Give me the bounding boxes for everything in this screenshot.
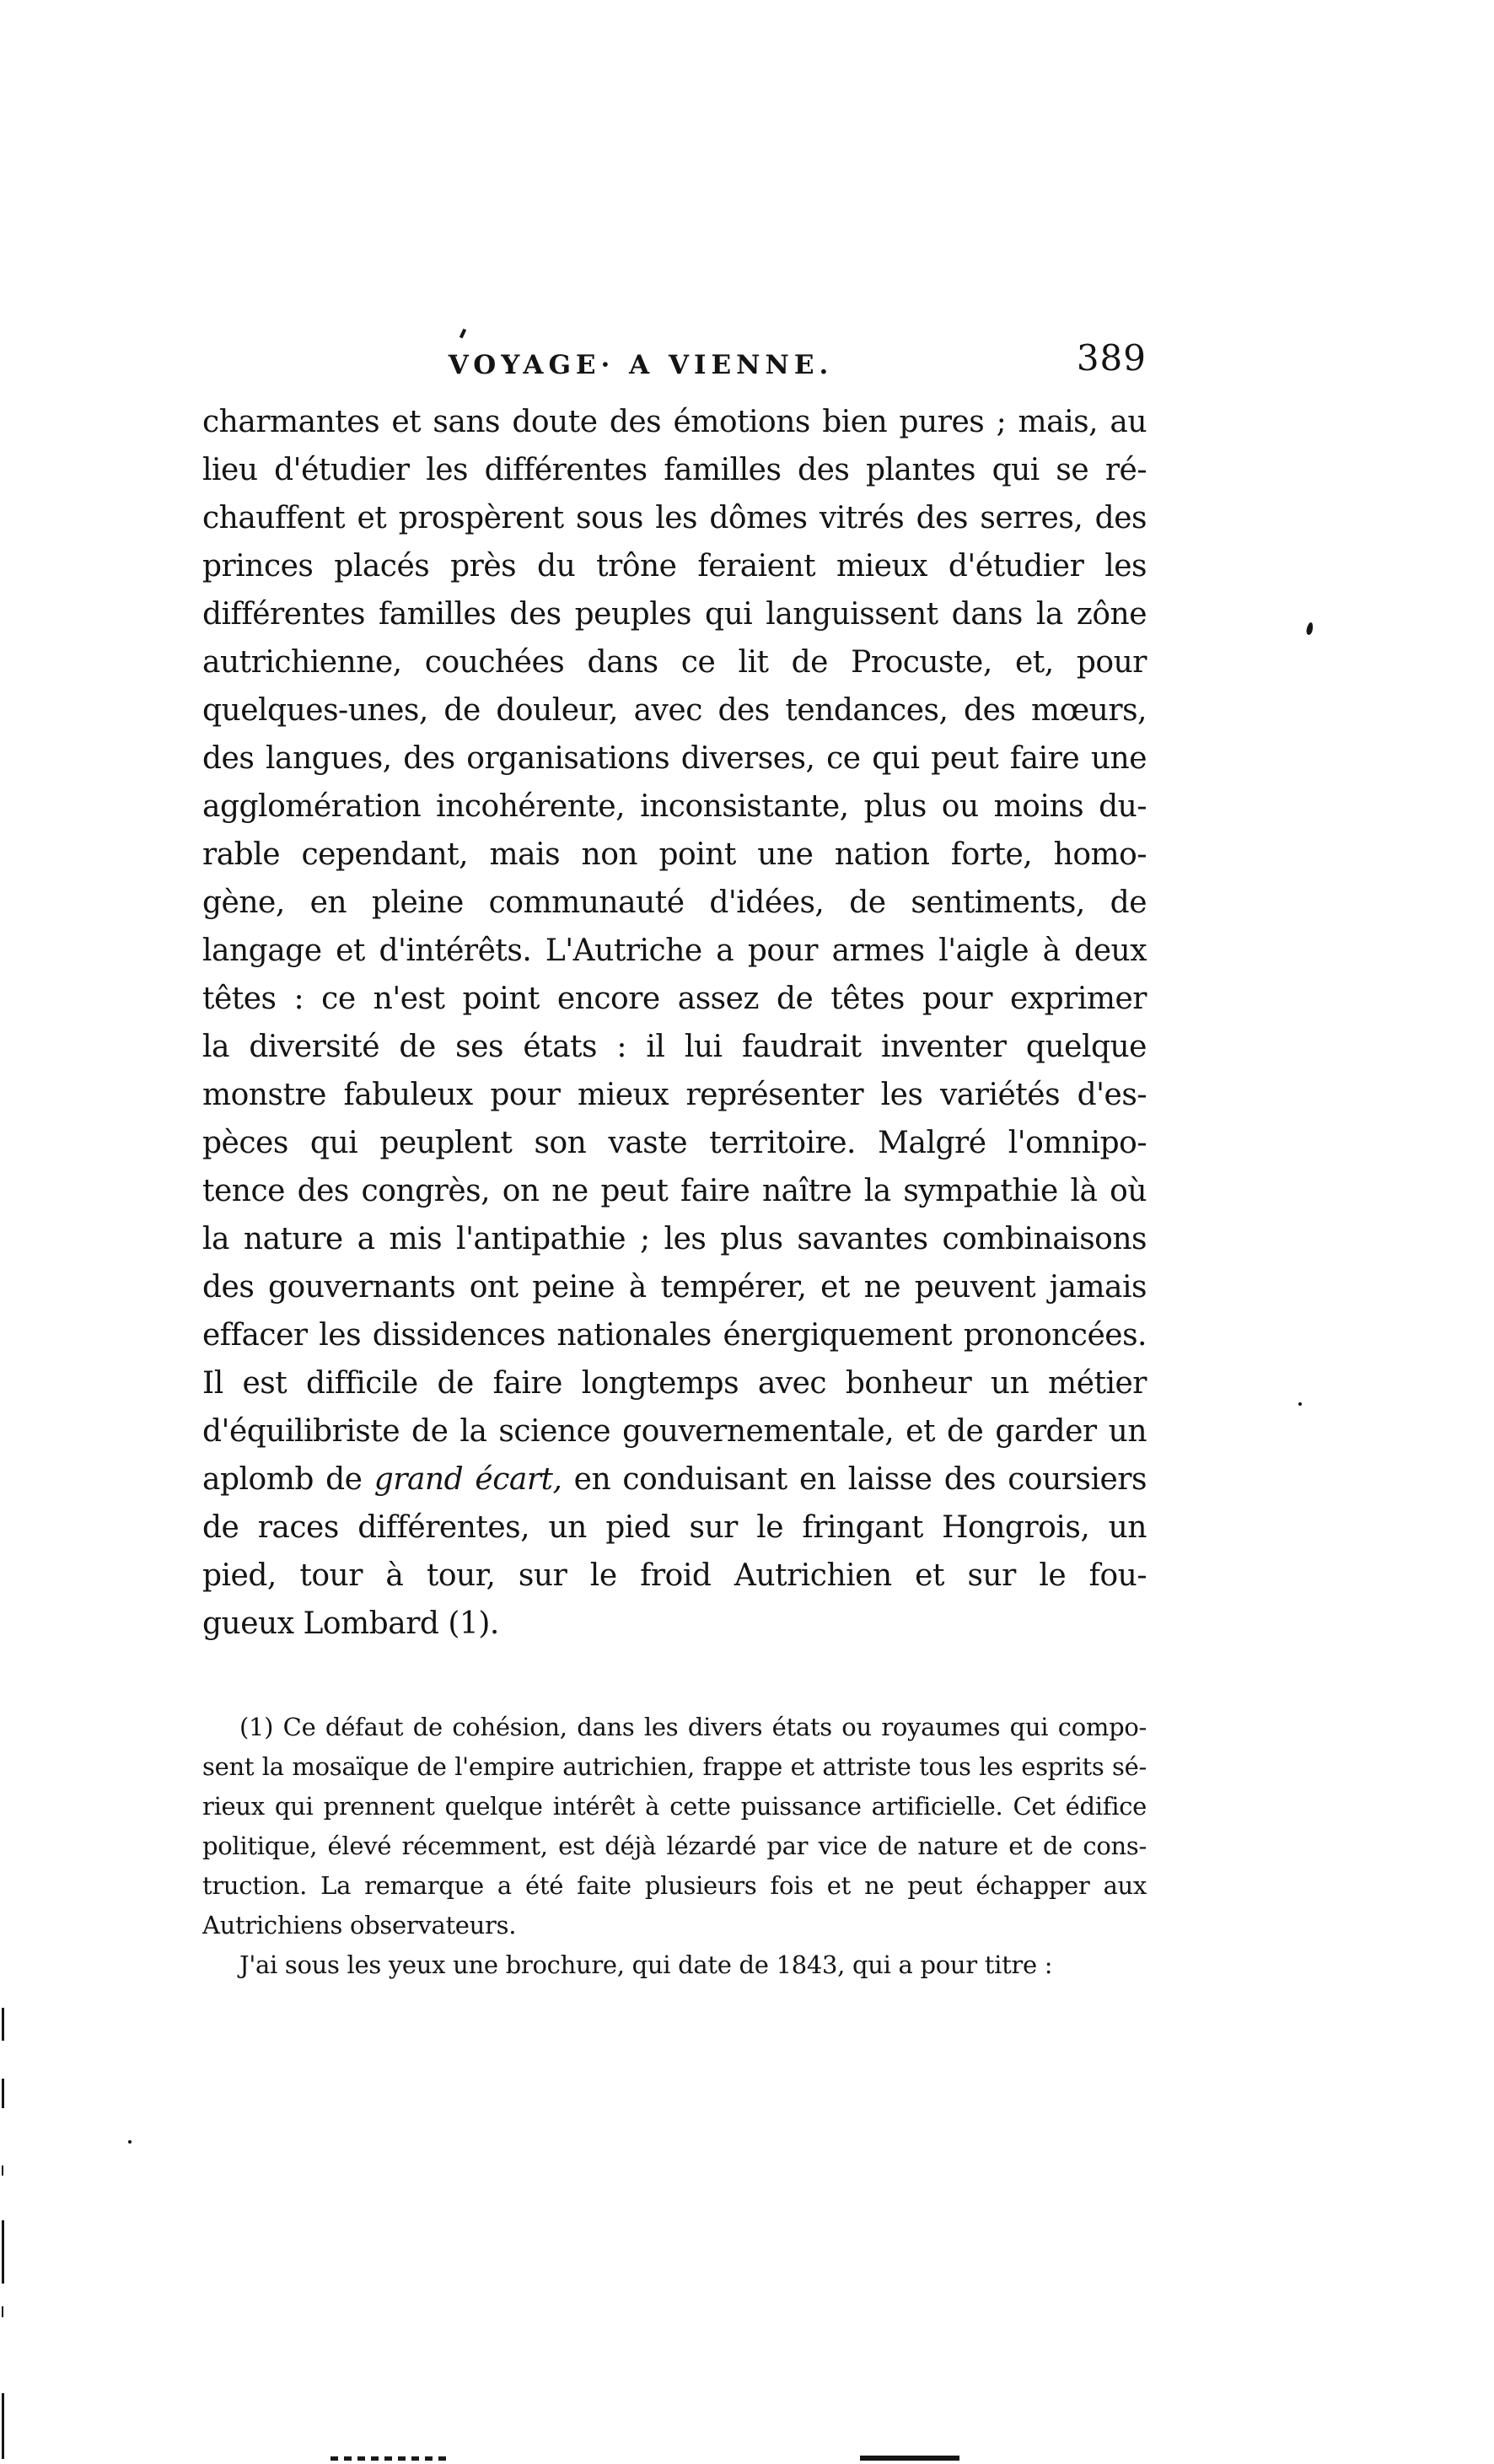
text-segment: aplomb de — [202, 1462, 374, 1497]
text-segment: en conduisant en laisse des coursiers — [562, 1462, 1147, 1497]
scan-artifact-left-edge — [2, 2220, 4, 2284]
text-line: pèces qui peuplent son vaste territoire. Malgré l'omnipo- — [202, 1126, 1147, 1160]
scan-artifact-left-edge — [2, 2393, 4, 2459]
text-line: rable cependant, mais non point une nation forte, homo- — [202, 837, 1147, 872]
text-line: gène, en pleine communauté d'idées, de sentiments, de — [202, 885, 1147, 920]
scan-artifact-speck — [128, 2140, 132, 2144]
text-line: têtes : ce n'est point encore assez de têtes pour exprimer — [202, 982, 1147, 1016]
text-line: des langues, des organisations diverses, ce qui peut faire une — [202, 741, 1147, 776]
scan-artifact-left-edge — [2, 2306, 3, 2317]
text-line: monstre fabuleux pour mieux représenter les variétés d'es- — [202, 1078, 1147, 1112]
scan-artifact-speck — [1306, 621, 1314, 635]
text-line: chauffent et prospèrent sous les dômes vitrés des serres, des — [202, 501, 1147, 535]
text-line: lieu d'étudier les différentes familles des plantes qui se ré- — [202, 453, 1147, 487]
text-line: la nature a mis l'antipathie ; les plus savantes combinaisons — [202, 1222, 1147, 1256]
footnote-line-paragraph-end: Autrichiens observateurs. — [202, 1911, 517, 1939]
scan-artifact-left-edge — [2, 2165, 3, 2176]
text-line: tence des congrès, on ne peut faire naître la sympathie là où — [202, 1174, 1147, 1208]
text-line: princes placés près du trône feraient mieux d'étudier les — [202, 549, 1147, 584]
running-head-title: VOYAGE· A VIENNE. — [448, 350, 834, 380]
scan-artifact-bottom-dashes — [331, 2456, 449, 2461]
text-line: langage et d'intérêts. L'Autriche a pour armes l'aigle à deux — [202, 933, 1147, 968]
text-line: d'équilibriste de la science gouvernementale, et de garder un — [202, 1414, 1147, 1449]
text-line: la diversité de ses états : il lui faudrait inventer quelque — [202, 1030, 1147, 1064]
footnote-line: truction. La remarque a été faite plusieurs fois et ne peut échapper aux — [202, 1871, 1147, 1900]
scan-artifact-left-edge — [2, 2008, 4, 2041]
text-line: quelques-unes, de douleur, avec des tendances, des mœurs, — [202, 693, 1147, 728]
text-line: effacer les dissidences nationales énergiquement prononcées. — [202, 1318, 1147, 1353]
footnote-line-new-paragraph: J'ai sous les yeux une brochure, qui date de 1843, qui a pour titre : — [239, 1950, 1053, 1979]
footnote-block — [202, 1708, 1147, 1985]
text-line: différentes familles des peuples qui languissent dans la zône — [202, 597, 1147, 632]
footnote-line: rieux qui prennent quelque intérêt à cette puissance artificielle. Cet édifice — [202, 1792, 1147, 1821]
text-line: de races différentes, un pied sur le fringant Hongrois, un — [202, 1510, 1147, 1545]
scan-artifact-bottom-line — [860, 2456, 959, 2461]
text-line: agglomération incohérente, inconsistante, plus ou moins du- — [202, 789, 1147, 824]
footnote-line: (1) Ce défaut de cohésion, dans les divers états ou royaumes qui compo- — [239, 1713, 1147, 1741]
text-line-with-italic — [202, 1455, 1147, 1504]
footnote-line: sent la mosaïque de l'empire autrichien, frappe et attriste tous les esprits sé- — [202, 1752, 1147, 1781]
page-number: 389 — [1076, 337, 1147, 379]
text-line: des gouvernants ont peine à tempérer, et ne peuvent jamais — [202, 1270, 1147, 1305]
text-line: autrichienne, couchées dans ce lit de Procuste, et, pour — [202, 645, 1147, 680]
footnote-line: politique, élevé récemment, est déjà lézardé par vice de nature et de cons- — [202, 1832, 1147, 1860]
text-line: charmantes et sans doute des émotions bien pures ; mais, au — [202, 405, 1147, 439]
scan-artifact-speck — [1298, 1402, 1302, 1406]
main-text-block — [202, 398, 1147, 1648]
text-line: Il est difficile de faire longtemps avec bonheur un métier — [202, 1366, 1147, 1401]
scan-artifact-left-edge — [2, 2079, 4, 2108]
italic-phrase: grand écart, — [374, 1462, 562, 1497]
text-line-paragraph-end: gueux Lombard (1). — [202, 1606, 499, 1641]
text-line: pied, tour à tour, sur le froid Autrichien et sur le fou- — [202, 1558, 1147, 1593]
scan-artifact-speck — [459, 329, 466, 339]
